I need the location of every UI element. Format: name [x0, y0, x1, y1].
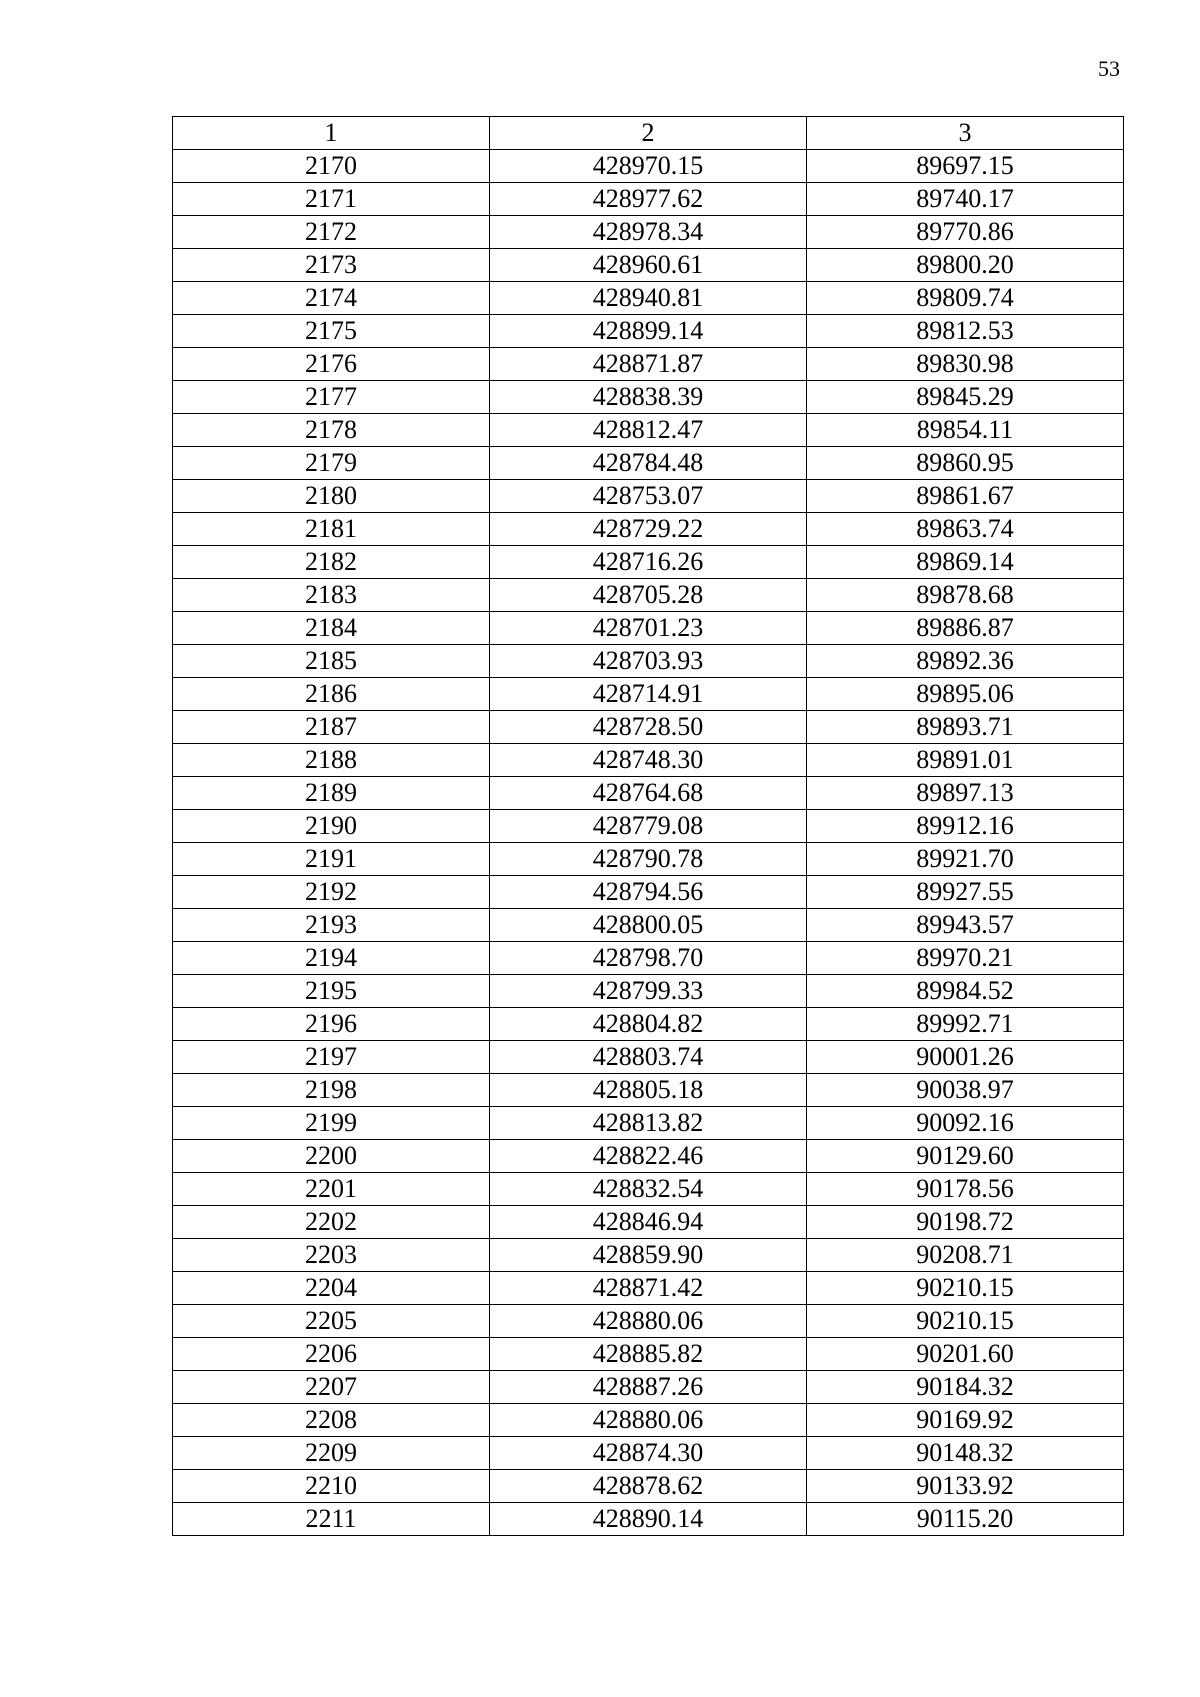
table-row — [173, 1074, 1124, 1107]
x-coordinate-cell: 428874.30 — [490, 1437, 807, 1470]
point-number-cell: 2178 — [173, 414, 490, 447]
x-coordinate-cell: 428701.23 — [490, 612, 807, 645]
x-coordinate-cell: 428800.05 — [490, 909, 807, 942]
y-coordinate-cell: 89861.67 — [807, 480, 1124, 513]
column-header: 3 — [807, 117, 1124, 150]
point-number-cell: 2192 — [173, 876, 490, 909]
x-coordinate-cell: 428822.46 — [490, 1140, 807, 1173]
point-number-cell: 2191 — [173, 843, 490, 876]
x-coordinate-cell: 428978.34 — [490, 216, 807, 249]
y-coordinate-cell: 89897.13 — [807, 777, 1124, 810]
point-number-cell: 2184 — [173, 612, 490, 645]
x-coordinate-cell: 428880.06 — [490, 1305, 807, 1338]
table-row — [173, 447, 1124, 480]
point-number-cell: 2195 — [173, 975, 490, 1008]
point-number-cell: 2210 — [173, 1470, 490, 1503]
point-number-cell: 2189 — [173, 777, 490, 810]
table-row — [173, 1404, 1124, 1437]
table-row — [173, 1503, 1124, 1536]
table-row — [173, 1008, 1124, 1041]
table-row — [173, 381, 1124, 414]
point-number-cell: 2174 — [173, 282, 490, 315]
x-coordinate-cell: 428784.48 — [490, 447, 807, 480]
point-number-cell: 2186 — [173, 678, 490, 711]
x-coordinate-cell: 428977.62 — [490, 183, 807, 216]
y-coordinate-cell: 90208.71 — [807, 1239, 1124, 1272]
y-coordinate-cell: 90210.15 — [807, 1272, 1124, 1305]
y-coordinate-cell: 90001.26 — [807, 1041, 1124, 1074]
y-coordinate-cell: 90092.16 — [807, 1107, 1124, 1140]
point-number-cell: 2181 — [173, 513, 490, 546]
x-coordinate-cell: 428859.90 — [490, 1239, 807, 1272]
x-coordinate-cell: 428764.68 — [490, 777, 807, 810]
point-number-cell: 2173 — [173, 249, 490, 282]
x-coordinate-cell: 428890.14 — [490, 1503, 807, 1536]
point-number-cell: 2196 — [173, 1008, 490, 1041]
x-coordinate-cell: 428838.39 — [490, 381, 807, 414]
point-number-cell: 2177 — [173, 381, 490, 414]
table-row — [173, 975, 1124, 1008]
x-coordinate-cell: 428805.18 — [490, 1074, 807, 1107]
y-coordinate-cell: 89809.74 — [807, 282, 1124, 315]
y-coordinate-cell: 90178.56 — [807, 1173, 1124, 1206]
table-row — [173, 183, 1124, 216]
x-coordinate-cell: 428940.81 — [490, 282, 807, 315]
table-row — [173, 414, 1124, 447]
x-coordinate-cell: 428899.14 — [490, 315, 807, 348]
table-row — [173, 843, 1124, 876]
y-coordinate-cell: 89878.68 — [807, 579, 1124, 612]
point-number-cell: 2199 — [173, 1107, 490, 1140]
table-row — [173, 1470, 1124, 1503]
point-number-cell: 2203 — [173, 1239, 490, 1272]
x-coordinate-cell: 428871.87 — [490, 348, 807, 381]
table-row — [173, 876, 1124, 909]
table-row — [173, 1173, 1124, 1206]
y-coordinate-cell: 89984.52 — [807, 975, 1124, 1008]
point-number-cell: 2187 — [173, 711, 490, 744]
y-coordinate-cell: 89860.95 — [807, 447, 1124, 480]
x-coordinate-cell: 428798.70 — [490, 942, 807, 975]
y-coordinate-cell: 90198.72 — [807, 1206, 1124, 1239]
table-row — [173, 1371, 1124, 1404]
x-coordinate-cell: 428729.22 — [490, 513, 807, 546]
point-number-cell: 2179 — [173, 447, 490, 480]
point-number-cell: 2206 — [173, 1338, 490, 1371]
table-body — [173, 117, 1124, 1536]
table-row — [173, 1305, 1124, 1338]
y-coordinate-cell: 89992.71 — [807, 1008, 1124, 1041]
table-row — [173, 480, 1124, 513]
y-coordinate-cell: 89892.36 — [807, 645, 1124, 678]
x-coordinate-cell: 428880.06 — [490, 1404, 807, 1437]
table-row — [173, 1272, 1124, 1305]
table-row — [173, 942, 1124, 975]
point-number-cell: 2175 — [173, 315, 490, 348]
point-number-cell: 2180 — [173, 480, 490, 513]
point-number-cell: 2207 — [173, 1371, 490, 1404]
x-coordinate-cell: 428813.82 — [490, 1107, 807, 1140]
y-coordinate-cell: 90169.92 — [807, 1404, 1124, 1437]
page-number: 53 — [1098, 56, 1120, 81]
x-coordinate-cell: 428779.08 — [490, 810, 807, 843]
y-coordinate-cell: 89921.70 — [807, 843, 1124, 876]
table-row — [173, 513, 1124, 546]
point-number-cell: 2185 — [173, 645, 490, 678]
table-row — [173, 1041, 1124, 1074]
y-coordinate-cell: 89697.15 — [807, 150, 1124, 183]
x-coordinate-cell: 428960.61 — [490, 249, 807, 282]
point-number-cell: 2176 — [173, 348, 490, 381]
y-coordinate-cell: 90133.92 — [807, 1470, 1124, 1503]
y-coordinate-cell: 89854.11 — [807, 414, 1124, 447]
table-row — [173, 909, 1124, 942]
point-number-cell: 2209 — [173, 1437, 490, 1470]
point-number-cell: 2170 — [173, 150, 490, 183]
table-row — [173, 777, 1124, 810]
y-coordinate-cell: 89893.71 — [807, 711, 1124, 744]
y-coordinate-cell: 90148.32 — [807, 1437, 1124, 1470]
y-coordinate-cell: 89845.29 — [807, 381, 1124, 414]
point-number-cell: 2172 — [173, 216, 490, 249]
x-coordinate-cell: 428887.26 — [490, 1371, 807, 1404]
table-row — [173, 645, 1124, 678]
table-row — [173, 1206, 1124, 1239]
point-number-cell: 2211 — [173, 1503, 490, 1536]
y-coordinate-cell: 89912.16 — [807, 810, 1124, 843]
x-coordinate-cell: 428803.74 — [490, 1041, 807, 1074]
table-row — [173, 1437, 1124, 1470]
table-header-row — [173, 117, 1124, 150]
point-number-cell: 2182 — [173, 546, 490, 579]
x-coordinate-cell: 428871.42 — [490, 1272, 807, 1305]
column-header: 2 — [490, 117, 807, 150]
point-number-cell: 2188 — [173, 744, 490, 777]
y-coordinate-cell: 89943.57 — [807, 909, 1124, 942]
x-coordinate-cell: 428832.54 — [490, 1173, 807, 1206]
point-number-cell: 2200 — [173, 1140, 490, 1173]
y-coordinate-cell: 89886.87 — [807, 612, 1124, 645]
point-number-cell: 2194 — [173, 942, 490, 975]
table-row — [173, 678, 1124, 711]
point-number-cell: 2183 — [173, 579, 490, 612]
point-number-cell: 2171 — [173, 183, 490, 216]
x-coordinate-cell: 428878.62 — [490, 1470, 807, 1503]
table-row — [173, 579, 1124, 612]
y-coordinate-cell: 90210.15 — [807, 1305, 1124, 1338]
x-coordinate-cell: 428703.93 — [490, 645, 807, 678]
y-coordinate-cell: 89863.74 — [807, 513, 1124, 546]
x-coordinate-cell: 428728.50 — [490, 711, 807, 744]
x-coordinate-cell: 428705.28 — [490, 579, 807, 612]
point-number-cell: 2193 — [173, 909, 490, 942]
y-coordinate-cell: 90184.32 — [807, 1371, 1124, 1404]
y-coordinate-cell: 89891.01 — [807, 744, 1124, 777]
x-coordinate-cell: 428790.78 — [490, 843, 807, 876]
point-number-cell: 2198 — [173, 1074, 490, 1107]
y-coordinate-cell: 89800.20 — [807, 249, 1124, 282]
point-number-cell: 2202 — [173, 1206, 490, 1239]
x-coordinate-cell: 428716.26 — [490, 546, 807, 579]
table-row — [173, 249, 1124, 282]
table-row — [173, 315, 1124, 348]
y-coordinate-cell: 89830.98 — [807, 348, 1124, 381]
x-coordinate-cell: 428714.91 — [490, 678, 807, 711]
point-number-cell: 2205 — [173, 1305, 490, 1338]
y-coordinate-cell: 89812.53 — [807, 315, 1124, 348]
table-row — [173, 1107, 1124, 1140]
x-coordinate-cell: 428804.82 — [490, 1008, 807, 1041]
column-header: 1 — [173, 117, 490, 150]
table-row — [173, 348, 1124, 381]
point-number-cell: 2204 — [173, 1272, 490, 1305]
x-coordinate-cell: 428794.56 — [490, 876, 807, 909]
y-coordinate-cell: 89970.21 — [807, 942, 1124, 975]
x-coordinate-cell: 428846.94 — [490, 1206, 807, 1239]
table-row — [173, 1338, 1124, 1371]
y-coordinate-cell: 89895.06 — [807, 678, 1124, 711]
table-row — [173, 546, 1124, 579]
table-row — [173, 282, 1124, 315]
x-coordinate-cell: 428812.47 — [490, 414, 807, 447]
y-coordinate-cell: 90129.60 — [807, 1140, 1124, 1173]
x-coordinate-cell: 428753.07 — [490, 480, 807, 513]
x-coordinate-cell: 428799.33 — [490, 975, 807, 1008]
y-coordinate-cell: 89927.55 — [807, 876, 1124, 909]
table-row — [173, 150, 1124, 183]
y-coordinate-cell: 90038.97 — [807, 1074, 1124, 1107]
y-coordinate-cell: 89869.14 — [807, 546, 1124, 579]
point-number-cell: 2208 — [173, 1404, 490, 1437]
x-coordinate-cell: 428885.82 — [490, 1338, 807, 1371]
table-row — [173, 711, 1124, 744]
y-coordinate-cell: 89770.86 — [807, 216, 1124, 249]
point-number-cell: 2197 — [173, 1041, 490, 1074]
x-coordinate-cell: 428970.15 — [490, 150, 807, 183]
table-row — [173, 612, 1124, 645]
point-number-cell: 2190 — [173, 810, 490, 843]
table-row — [173, 1140, 1124, 1173]
coordinates-table — [172, 116, 1124, 1536]
table-row — [173, 810, 1124, 843]
table-row — [173, 216, 1124, 249]
table-row — [173, 1239, 1124, 1272]
point-number-cell: 2201 — [173, 1173, 490, 1206]
x-coordinate-cell: 428748.30 — [490, 744, 807, 777]
y-coordinate-cell: 90115.20 — [807, 1503, 1124, 1536]
y-coordinate-cell: 90201.60 — [807, 1338, 1124, 1371]
table-row — [173, 744, 1124, 777]
y-coordinate-cell: 89740.17 — [807, 183, 1124, 216]
